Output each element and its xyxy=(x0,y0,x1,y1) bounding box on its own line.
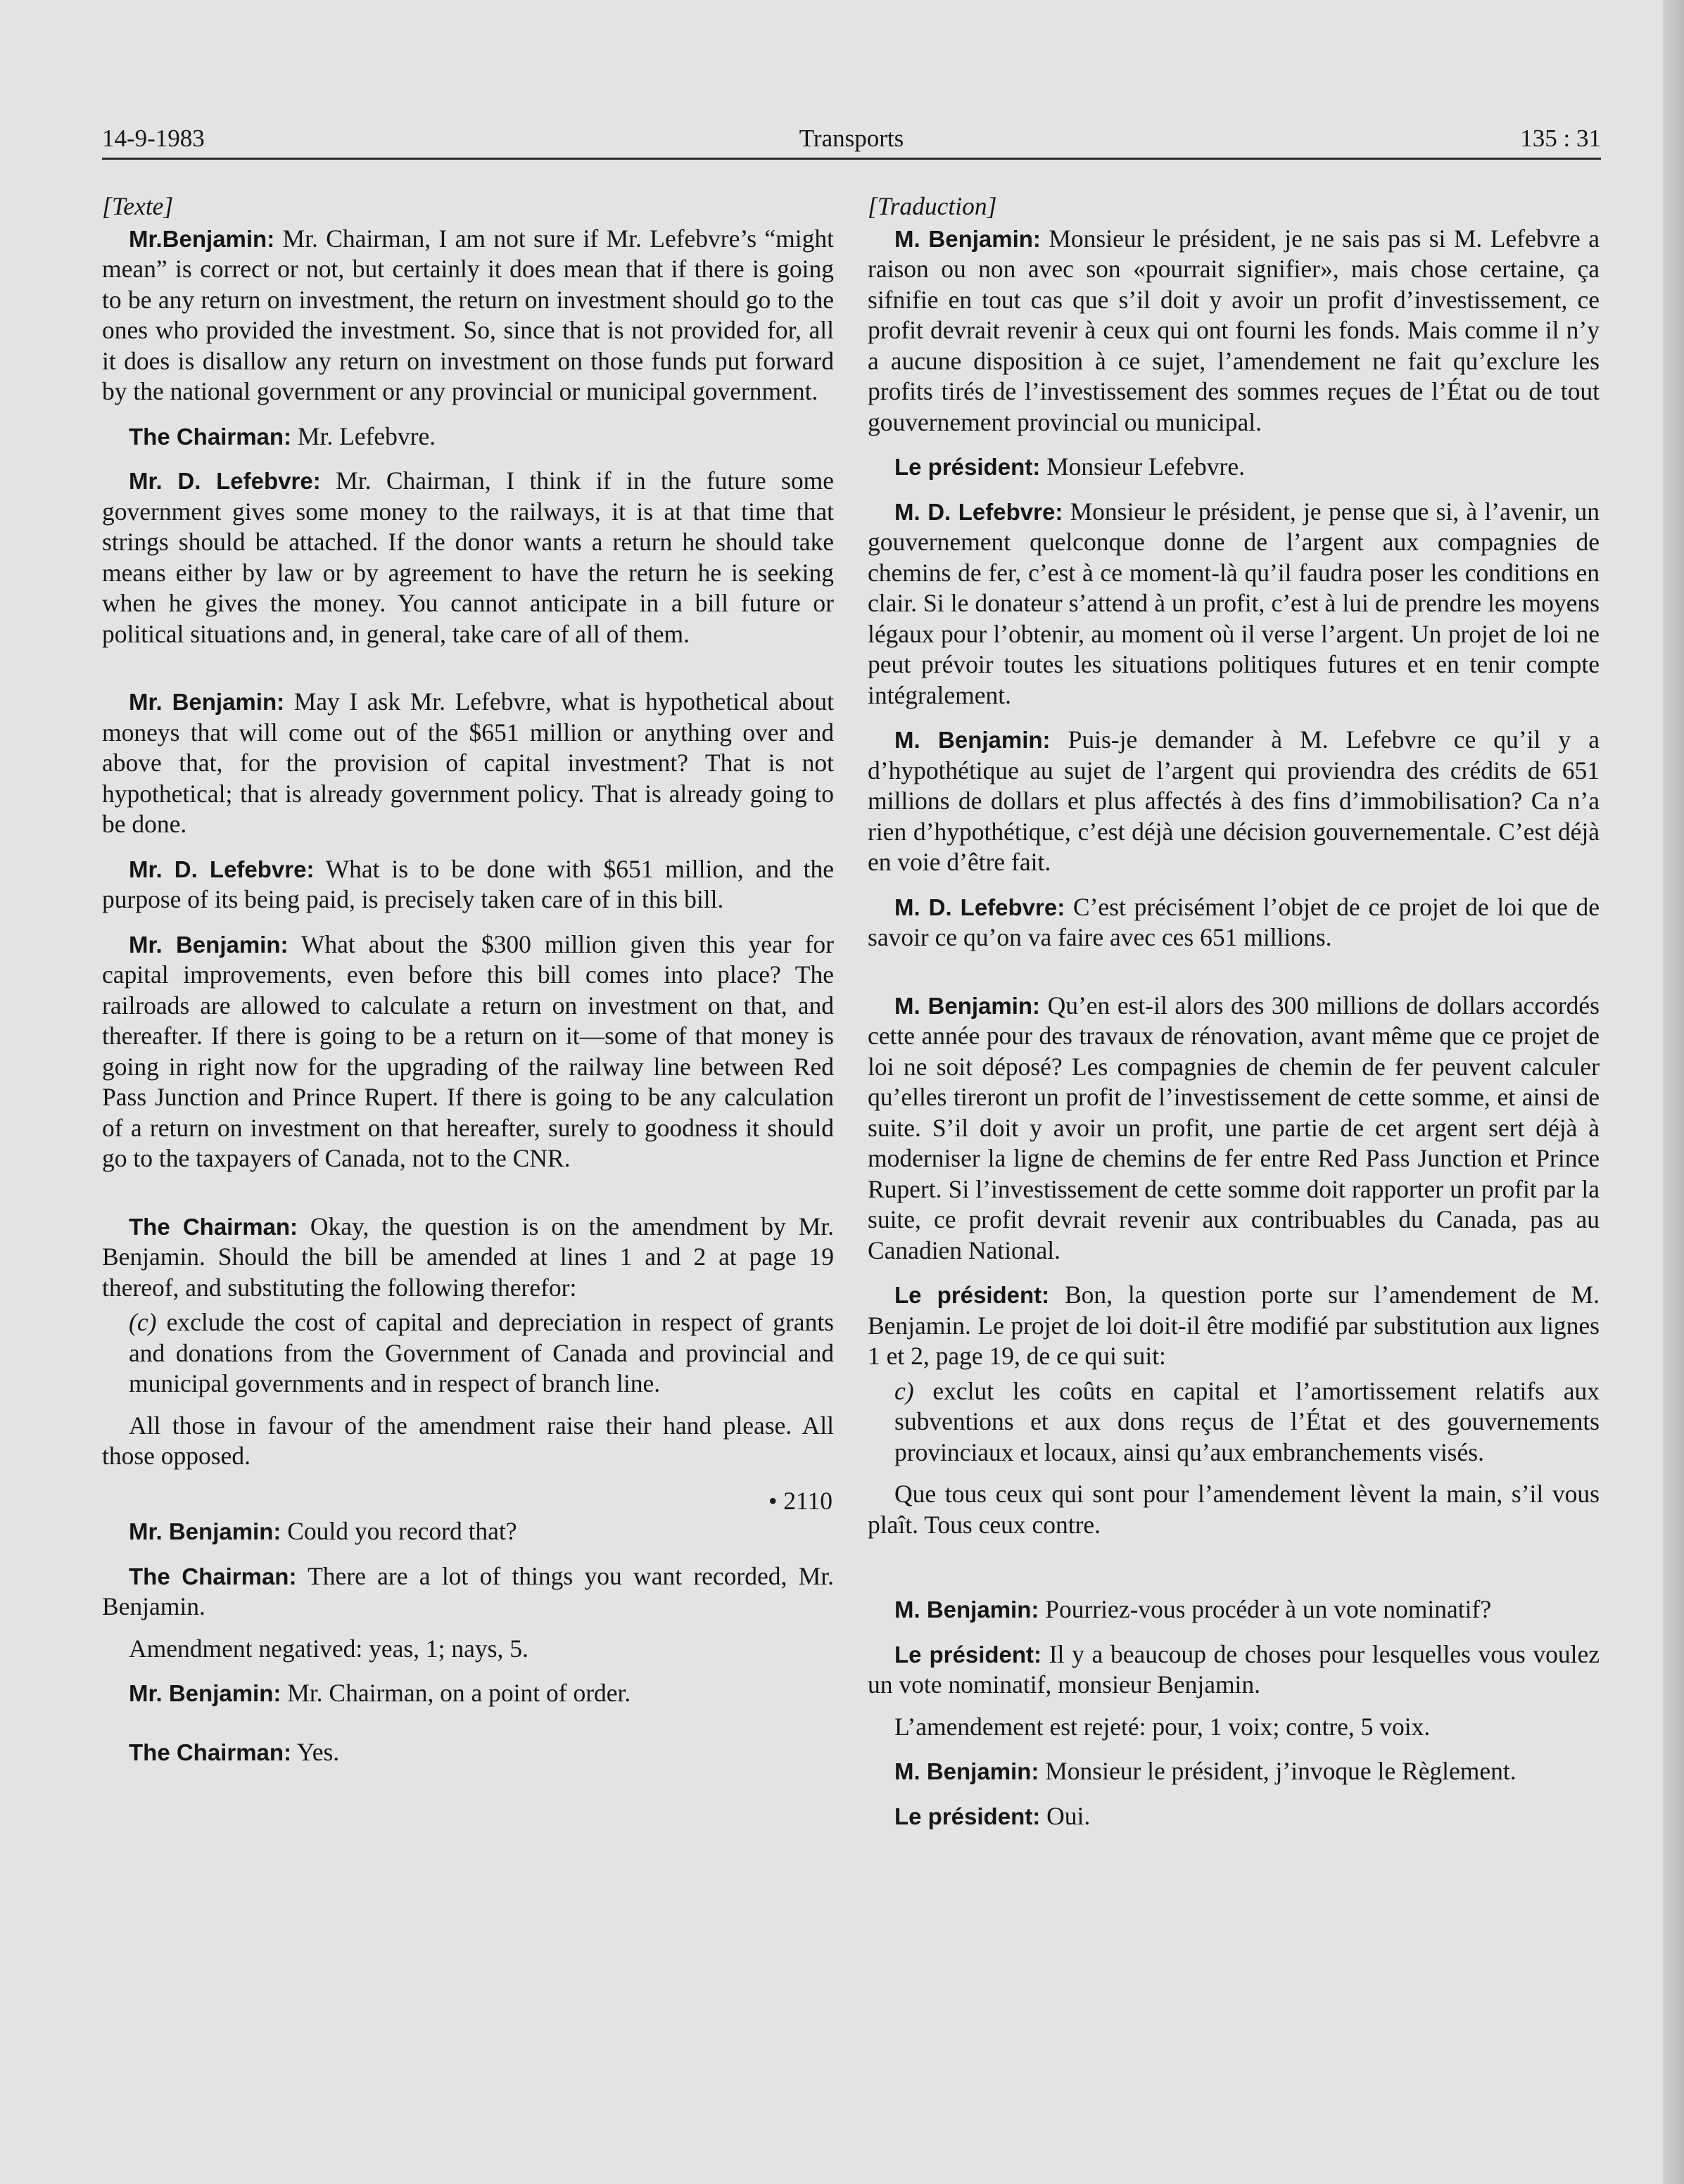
speech-text: C’est précisément l’objet de ce projet de loi que de savoir ce qu’on va faire avec ces 651 millions. xyxy=(868,892,1600,951)
amendment-quote xyxy=(129,1307,834,1399)
speaker-name: The Chairman: xyxy=(129,1563,297,1589)
speaker-name: M. Benjamin: xyxy=(894,1758,1039,1784)
speaker-name: M. Benjamin: xyxy=(894,727,1051,753)
speech-text: Puis-je demander à M. Lefebvre ce qu’il y a d’hypothétique au sujet de l’argent qui proviendra des crédits de 651 millions de dollars et plus affectés à des fins d’immobilisation? Ca n’a rien d’hypothétique, c’est déjà une décision gouvernementale. C’est déjà en voie d’être fait. xyxy=(868,725,1600,876)
section-tag: [Traduction] xyxy=(868,192,997,220)
speech-text: Amendment negatived: yeas, 1; nays, 5. xyxy=(129,1634,528,1663)
speech-text: Could you record that? xyxy=(281,1517,517,1545)
speech-text: There are a lot of things you want recorded, Mr. Benjamin. xyxy=(102,1561,834,1620)
speech-paragraph xyxy=(102,1411,834,1472)
clause-label: c) xyxy=(894,1376,914,1405)
speaker-name: Mr. Benjamin: xyxy=(129,1518,281,1544)
header-title: Transports xyxy=(799,125,904,152)
speech-paragraph xyxy=(102,466,834,649)
speech-paragraph xyxy=(868,1756,1600,1787)
speech-paragraph xyxy=(868,224,1600,438)
speech-text: What is to be done with $651 million, and the purpose of its being paid, is precisely taken care of in this bill. xyxy=(102,854,834,913)
french-column xyxy=(868,191,1600,1831)
speech-paragraph xyxy=(102,1516,834,1547)
speech-paragraph xyxy=(102,687,834,840)
speech-paragraph xyxy=(868,1801,1600,1832)
speaker-name: Mr.Benjamin: xyxy=(129,225,275,252)
speech-text: Mr. Chairman, I am not sure if Mr. Lefebvre’s “might mean” is correct or not, but certainly it does mean that if there is going to be any return on investment, the return on investment should go to the ones who provided the investment. So, since that is not provided for, all it does is disallow any return on investment on those funds put forward by the national government or any provincial or municipal government. xyxy=(102,224,834,405)
amendment-quote xyxy=(894,1376,1600,1468)
header-page-number: 135 : 31 xyxy=(1520,125,1601,152)
speech-paragraph xyxy=(102,1561,834,1623)
speech-text: Monsieur le président, je ne sais pas si M. Lefebvre a raison ou non avec son «pourrait signifier», mais chose certaine, ça sifnifie en tout cas que s’il doit y avoir un profit d’investissement, ce profit devrait revenir à ceux qui ont fourni les fonds. Mais comme il n’y a aucune disposition à ce sujet, l’amendement ne fait qu’exclure les profits tirés de l’investissement des sommes reçues de l’État ou de tout gouvernement provincial ou municipal. xyxy=(868,224,1600,436)
speech-paragraph xyxy=(102,224,834,407)
speech-text: Monsieur le président, je pense que si, à l’avenir, un gouvernement quelconque donne de l’argent aux compagnies de chemins de fer, c’est à ce moment-là qu’il faudra poser les conditions en clair. Si le donateur s’attend à un profit, c’est à lui de prendre les moyens légaux pour l’obtenir, au moment où il verse l’argent. Un projet de loi ne peut prévoir toutes les situations politiques futures et en tenir compte intégralement. xyxy=(868,497,1600,709)
speaker-name: Le président: xyxy=(894,1803,1041,1829)
time-marker: • 2110 xyxy=(768,1486,832,1515)
speaker-name: Le président: xyxy=(894,454,1041,480)
speech-paragraph xyxy=(102,854,834,915)
paragraph-list xyxy=(868,224,1600,1832)
speaker-name: The Chairman: xyxy=(129,1213,298,1240)
speech-text: Mr. Lefebvre. xyxy=(291,421,436,450)
speech-paragraph xyxy=(868,725,1600,878)
speech-text: Il y a beaucoup de choses pour lesquelles vous voulez un vote nominatif, monsieur Benjamin. xyxy=(868,1639,1600,1699)
page-header xyxy=(102,121,1601,156)
speech-text: Bon, la question porte sur l’amendement de M. Benjamin. Le projet de loi doit-il être modifié par substitution aux lignes 1 et 2, page 19, de ce qui suit: xyxy=(868,1281,1600,1370)
speaker-name: Le président: xyxy=(894,1282,1050,1308)
clause-label: (c) xyxy=(129,1308,157,1336)
speech-text: Pourriez-vous procéder à un vote nominatif? xyxy=(1039,1595,1492,1623)
speech-paragraph xyxy=(102,1212,834,1304)
speaker-name: M. Benjamin: xyxy=(894,992,1041,1019)
speaker-name: The Chairman: xyxy=(129,1739,292,1765)
speech-paragraph xyxy=(868,892,1600,953)
speech-text: What about the $300 million given this year for capital improvements, even before this bill comes into place? The railroads are allowed to calculate a return on investment on that, and thereafter. If there is going to be a return on it—some of that money is going in right now for the upgrading of the railway line between Red Pass Junction and Prince Rupert. If there is going to be any calculation of a return on investment on that hereafter, surely to goodness it should go to the taxpayers of Canada, not to the CNR. xyxy=(102,929,834,1172)
speaker-name: M. D. Lefebvre: xyxy=(894,498,1063,525)
speech-paragraph xyxy=(868,1712,1600,1743)
speech-text: All those in favour of the amendment raise their hand please. All those opposed. xyxy=(102,1411,834,1470)
speech-paragraph xyxy=(868,1280,1600,1372)
speech-paragraph xyxy=(868,991,1600,1266)
speech-text: Que tous ceux qui sont pour l’amendement lèvent la main, s’il vous plaît. Tous ceux contre. xyxy=(868,1480,1600,1539)
speech-paragraph xyxy=(102,1634,834,1665)
speech-paragraph xyxy=(102,1737,834,1768)
header-rule xyxy=(102,158,1601,160)
speaker-name: Mr. D. Lefebvre: xyxy=(129,468,321,494)
page-edge-shadow xyxy=(1663,0,1684,2184)
speech-paragraph xyxy=(102,421,834,452)
speech-paragraph xyxy=(868,1639,1600,1701)
speech-text: Qu’en est-il alors des 300 millions de dollars accordés cette année pour des travaux de rénovation, avant même que ce projet de loi ne soit déposé? Les compagnies de chemin de fer peuvent calculer qu’elles tireront un profit de l’investissement de cette somme, et ainsi de suite. S’il doit y avoir un profit, une partie de cet argent sert déjà à moderniser la ligne de chemins de fer entre Red Pass Junction et Prince Rupert. Si l’investissement de cette somme doit rapporter un profit par la suite, ce profit devrait revenir aux contribuables du Canada, pas au Canadien National. xyxy=(868,991,1600,1264)
speech-text: exclude the cost of capital and depreciation in respect of grants and donations from the Government of Canada and provincial and municipal governments and in respect of branch line. xyxy=(129,1308,834,1397)
section-tag: [Texte] xyxy=(102,192,174,220)
speech-paragraph xyxy=(868,1479,1600,1540)
english-column xyxy=(102,191,834,1767)
speaker-name: M. Benjamin: xyxy=(894,1596,1039,1623)
speech-text: Monsieur le président, j’invoque le Règlement. xyxy=(1039,1757,1517,1785)
speech-text: Mr. Chairman, on a point of order. xyxy=(281,1679,631,1707)
speaker-name: Mr. Benjamin: xyxy=(129,1680,281,1706)
speech-text: exclut les coûts en capital et l’amortissement relatifs aux subventions et aux dons reçus de l’État et des gouvernements provinciaux et locaux, ainsi qu’aux embranchements visés. xyxy=(894,1376,1600,1466)
paragraph-list xyxy=(102,224,834,1768)
speaker-name: Mr. Benjamin: xyxy=(129,689,285,715)
speech-paragraph xyxy=(102,1678,834,1709)
header-date: 14-9-1983 xyxy=(102,125,205,152)
speaker-name: The Chairman: xyxy=(129,423,292,450)
speech-text: Mr. Chairman, I think if in the future some government gives some money to the railways, it is at that time that strings should be attached. If the donor wants a return he should take means either by law or by agreement to have the return he is seeking when he gives the money. You cannot anticipate in a bill future or political situations and, in general, take care of all of them. xyxy=(102,466,834,648)
speech-text: Okay, the question is on the amendment by Mr. Benjamin. Should the bill be amended at lines 1 and 2 at page 19 thereof, and substituting the following therefor: xyxy=(102,1212,834,1302)
speaker-name: M. D. Lefebvre: xyxy=(894,894,1065,920)
speech-text: Yes. xyxy=(291,1737,340,1766)
speaker-name: M. Benjamin: xyxy=(894,225,1041,252)
speech-text: Oui. xyxy=(1040,1801,1091,1830)
speaker-name: Mr. D. Lefebvre: xyxy=(129,856,315,882)
speech-text: L’amendement est rejeté: pour, 1 voix; contre, 5 voix. xyxy=(894,1712,1431,1741)
speech-paragraph xyxy=(102,929,834,1174)
speech-paragraph xyxy=(868,497,1600,711)
speech-text: May I ask Mr. Lefebvre, what is hypothetical about moneys that will come out of the $651 million or anything over and above that, for the provision of capital investment? That is not hypothetical; that is already government policy. That is already going to be done. xyxy=(102,687,834,838)
speech-paragraph xyxy=(868,452,1600,483)
speaker-name: Mr. Benjamin: xyxy=(129,931,289,958)
speech-text: Monsieur Lefebvre. xyxy=(1040,452,1245,481)
speaker-name: Le président: xyxy=(894,1641,1042,1668)
speech-paragraph xyxy=(868,1594,1600,1625)
